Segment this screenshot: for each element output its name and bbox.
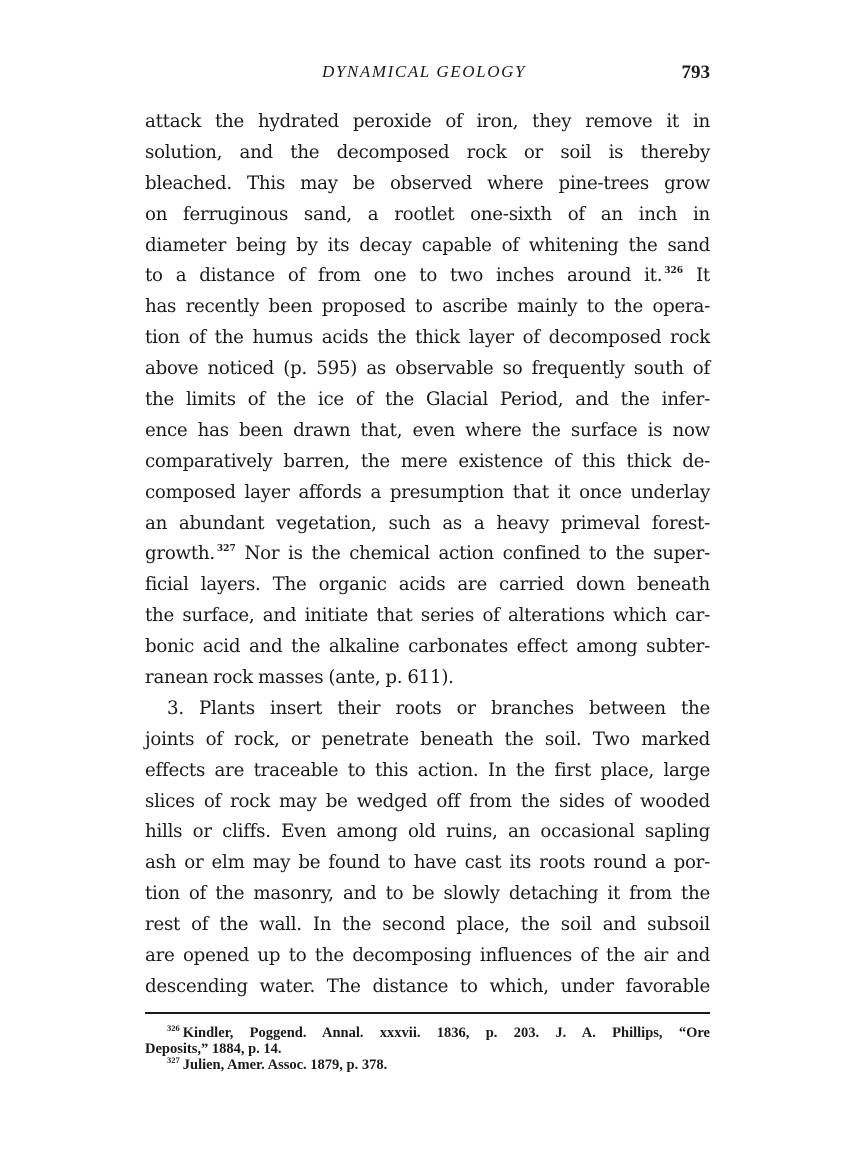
text-segment: It [683,265,710,287]
text-line [145,261,710,292]
text-line: descending water. The distance to which, under favorable [145,975,710,997]
text-line: solution, and the decomposed rock or soil is thereby [145,141,710,163]
text-line: on ferruginous sand, a rootlet one-sixth of an inch in [145,203,710,225]
text-line: attack the hydrated peroxide of iron, they remove it in [145,111,710,132]
text-line: are opened up to the decomposing influences of the air and [145,945,710,967]
text-line: joints of rock, or penetrate beneath the soil. Two marked [145,728,710,750]
text-line: ficial layers. The organic acids are carried down beneath [145,574,710,596]
text-line [145,539,710,570]
text-line: diameter being by its decay capable of whitening the sand [145,234,710,256]
text-line: hills or cliffs. Even among old ruins, an occasional sapling [145,821,710,843]
text-line: rest of the wall. In the second place, the soil and subsoil [145,914,710,936]
footnote-reference-327[interactable]: 327 [216,544,236,555]
page-number: 793 [681,62,710,83]
text-line: bonic acid and the alkaline carbonates effect among subter- [145,636,710,658]
text-line: ence has been drawn that, even where the surface is now [145,419,710,441]
text-line: slices of rock may be wedged off from the sides of wooded [145,790,710,812]
text-segment: growth. [145,543,215,565]
text-line: above noticed (p. 595) as observable so frequently south of [145,358,710,380]
numbered-paragraph-start: 3. Plants insert their roots or branches between the [167,697,710,719]
footnote-text: Julien, Amer. Assoc. 1879, p. 378. [182,1057,388,1073]
text-line: an abundant vegetation, such as a heavy primeval forest- [145,512,710,534]
footnote-text: Kindler, Poggend. Annal. xxxvii. 1836, p. 203. J. A. Phillips, “Ore [182,1025,710,1041]
footnote-326 [145,1025,710,1041]
text-line: effects are traceable to this action. In the first place, large [145,759,710,781]
text-line: bleached. This may be observed where pine-trees grow [145,172,710,194]
running-head [145,62,710,86]
paragraph-end-line: ranean rock masses (ante, p. 611). [145,667,454,689]
text-line: has recently been proposed to ascribe mainly to the opera- [145,296,710,318]
footnote-divider [145,1012,710,1014]
text-line: ash or elm may be found to have cast its roots round a por- [145,852,710,874]
text-segment: to a distance of from one to two inches around it. [145,265,663,287]
footnote-number: 326 [167,1023,180,1033]
footnotes [145,1025,710,1073]
body-text [145,107,710,1003]
text-line: composed layer affords a presumption that it once underlay [145,481,710,503]
text-line: tion of the humus acids the thick layer of decomposed rock [145,327,710,349]
text-segment: Nor is the chemical action confined to the super- [235,543,710,565]
running-title: DYNAMICAL GEOLOGY [322,62,526,81]
footnote-reference-326[interactable]: 326 [664,266,684,277]
footnote-326-continued: Deposits,” 1884, p. 14. [145,1041,282,1057]
text-line: comparatively barren, the mere existence of this thick de- [145,450,710,472]
text-line: tion of the masonry, and to be slowly detaching it from the [145,883,710,905]
text-line: the limits of the ice of the Glacial Period, and the infer- [145,389,710,411]
footnote-327 [145,1057,710,1073]
text-line: the surface, and initiate that series of alterations which car- [145,605,710,627]
footnote-number: 327 [167,1055,180,1065]
